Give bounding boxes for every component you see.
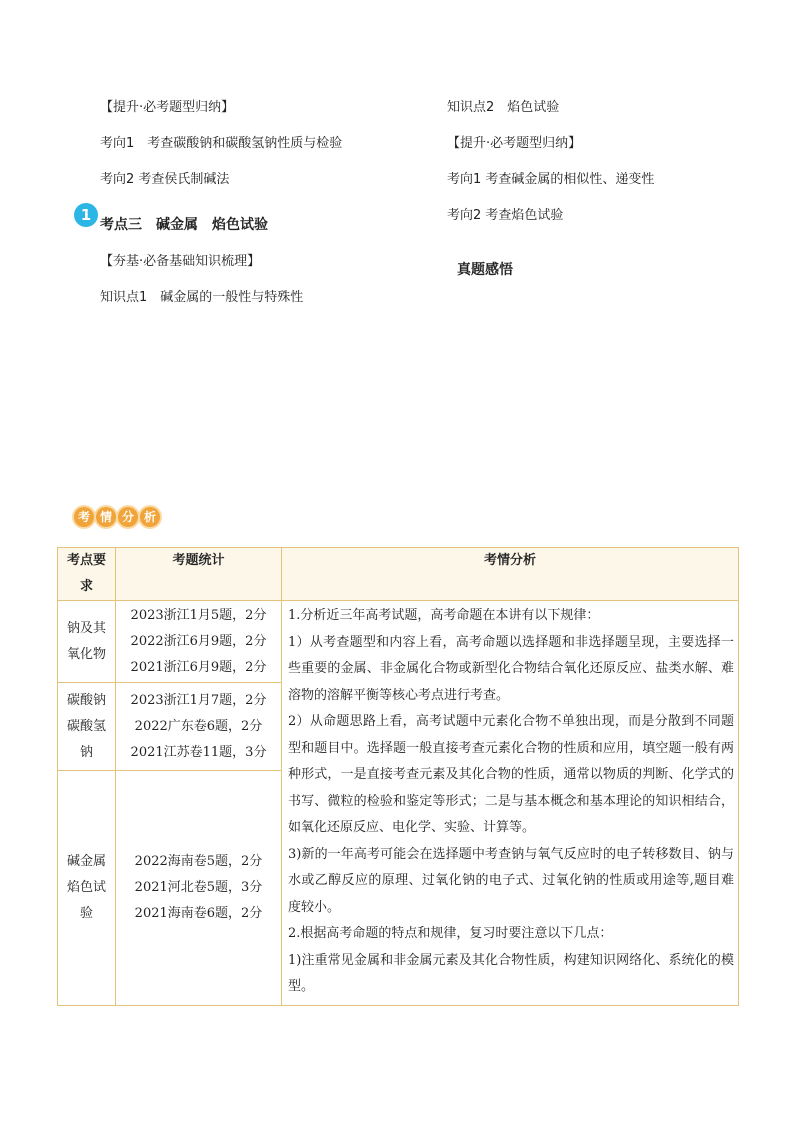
kaoqing-banner: [74, 507, 160, 527]
row-stats: [116, 683, 282, 771]
analysis-paragraph: 1）从考查题型和内容上看，高考命题以选择题和非选择题呈现，主要选择一些重要的金属、非金属化合物或新型化合物结合氧化还原反应、盐类水解、难溶物的溶解平衡等核心考点进行考查。: [288, 634, 734, 703]
row-category: [58, 771, 116, 1006]
stat-line: 2021江苏卷11题，3分: [130, 744, 267, 760]
banner-char: 分: [118, 507, 138, 527]
stat-line: 2021河北卷5题，3分: [134, 879, 263, 895]
header-tongji: 考题统计: [116, 548, 282, 601]
banner-char: 析: [140, 507, 160, 527]
left-line-5: 【夯基·必备基础知识梳理】: [100, 254, 261, 269]
category-line: 验: [79, 905, 93, 921]
category-line: 钠及其: [66, 620, 106, 636]
stat-line: 2021海南卷6题，2分: [134, 905, 263, 921]
banner-char: 考: [74, 507, 94, 527]
stat-line: 2022广东卷6题，2分: [134, 718, 263, 734]
analysis-cell: [282, 601, 739, 1006]
stat-line: 2022浙江6月9题，2分: [130, 633, 267, 649]
category-line: 碱金属: [66, 853, 106, 869]
header-fenxi: 考情分析: [282, 548, 739, 601]
row-stats: [116, 771, 282, 1006]
analysis-paragraph: 1)注重常见金属和非金属元素及其化合物性质，构建知识网络化、系统化的模型。: [288, 952, 734, 994]
left-line-6: 知识点1 碱金属的一般性与特殊性: [100, 290, 304, 305]
analysis-paragraph: 3)新的一年高考可能会在选择题中考查钠与氧气反应时的电子转移数目、钠与水或乙醇反应的原理、过氧化钠的电子式、过氧化钠的性质或用途等,题目难度较小。: [288, 846, 734, 915]
row-category: [58, 601, 116, 683]
table-row: [58, 601, 739, 683]
row-stats: [116, 601, 282, 683]
stat-line: 2023浙江1月5题，2分: [130, 607, 267, 623]
analysis-table: [57, 547, 739, 1006]
table-header-row: [58, 548, 739, 601]
header-kaodian-line2: 求: [79, 579, 93, 594]
banner-char: 情: [96, 507, 116, 527]
left-line-3: 考向2 考查侯氏制碱法: [100, 172, 230, 187]
analysis-paragraph: 2.根据高考命题的特点和规律，复习时要注意以下几点：: [288, 926, 613, 941]
left-line-1: 【提升·必考题型归纳】: [100, 100, 235, 115]
section-zhenti: 真题感悟: [457, 262, 513, 278]
stat-line: 2021浙江6月9题，2分: [130, 659, 267, 675]
category-line: 碳酸钠: [66, 692, 106, 708]
right-line-4: 考向2 考查焰色试验: [447, 208, 564, 223]
analysis-paragraph: 1.分析近三年高考试题，高考命题在本讲有以下规律：: [288, 608, 600, 623]
section-title: 考点三 碱金属 焰色试验: [100, 217, 268, 233]
right-line-3: 考向1 考查碱金属的相似性、递变性: [447, 172, 655, 187]
left-line-2: 考向1 考查碳酸钠和碳酸氢钠性质与检验: [100, 136, 343, 151]
right-line-1: 知识点2 焰色试验: [447, 100, 560, 115]
stat-line: 2022海南卷5题，2分: [134, 853, 263, 869]
stat-line: 2023浙江1月7题，2分: [130, 692, 267, 708]
right-line-2: 【提升·必考题型归纳】: [447, 136, 582, 151]
category-line: 氧化物: [66, 646, 106, 662]
category-line: 焰色试: [66, 879, 106, 895]
header-kaodian: [58, 548, 116, 601]
section-number-badge: 1: [74, 203, 98, 227]
category-line: 碳酸氢: [66, 718, 106, 734]
category-line: 钠: [79, 744, 93, 760]
row-category: [58, 683, 116, 771]
analysis-paragraph: 2）从命题思路上看，高考试题中元素化合物不单独出现，而是分散到不同题型和题目中。选择题一般直接考查元素化合物的性质和应用，填空题一般有两种形式，一是直接考查元素及其化合物的性质，通常以物质的判断、化学式的书写、微粒的检验和鉴定等形式；二是与基本概念和基本理论的知识相结合，如氧化还原反应、电化学、实验、计算等。: [288, 714, 734, 835]
header-kaodian-line1: 考点要: [66, 553, 106, 568]
